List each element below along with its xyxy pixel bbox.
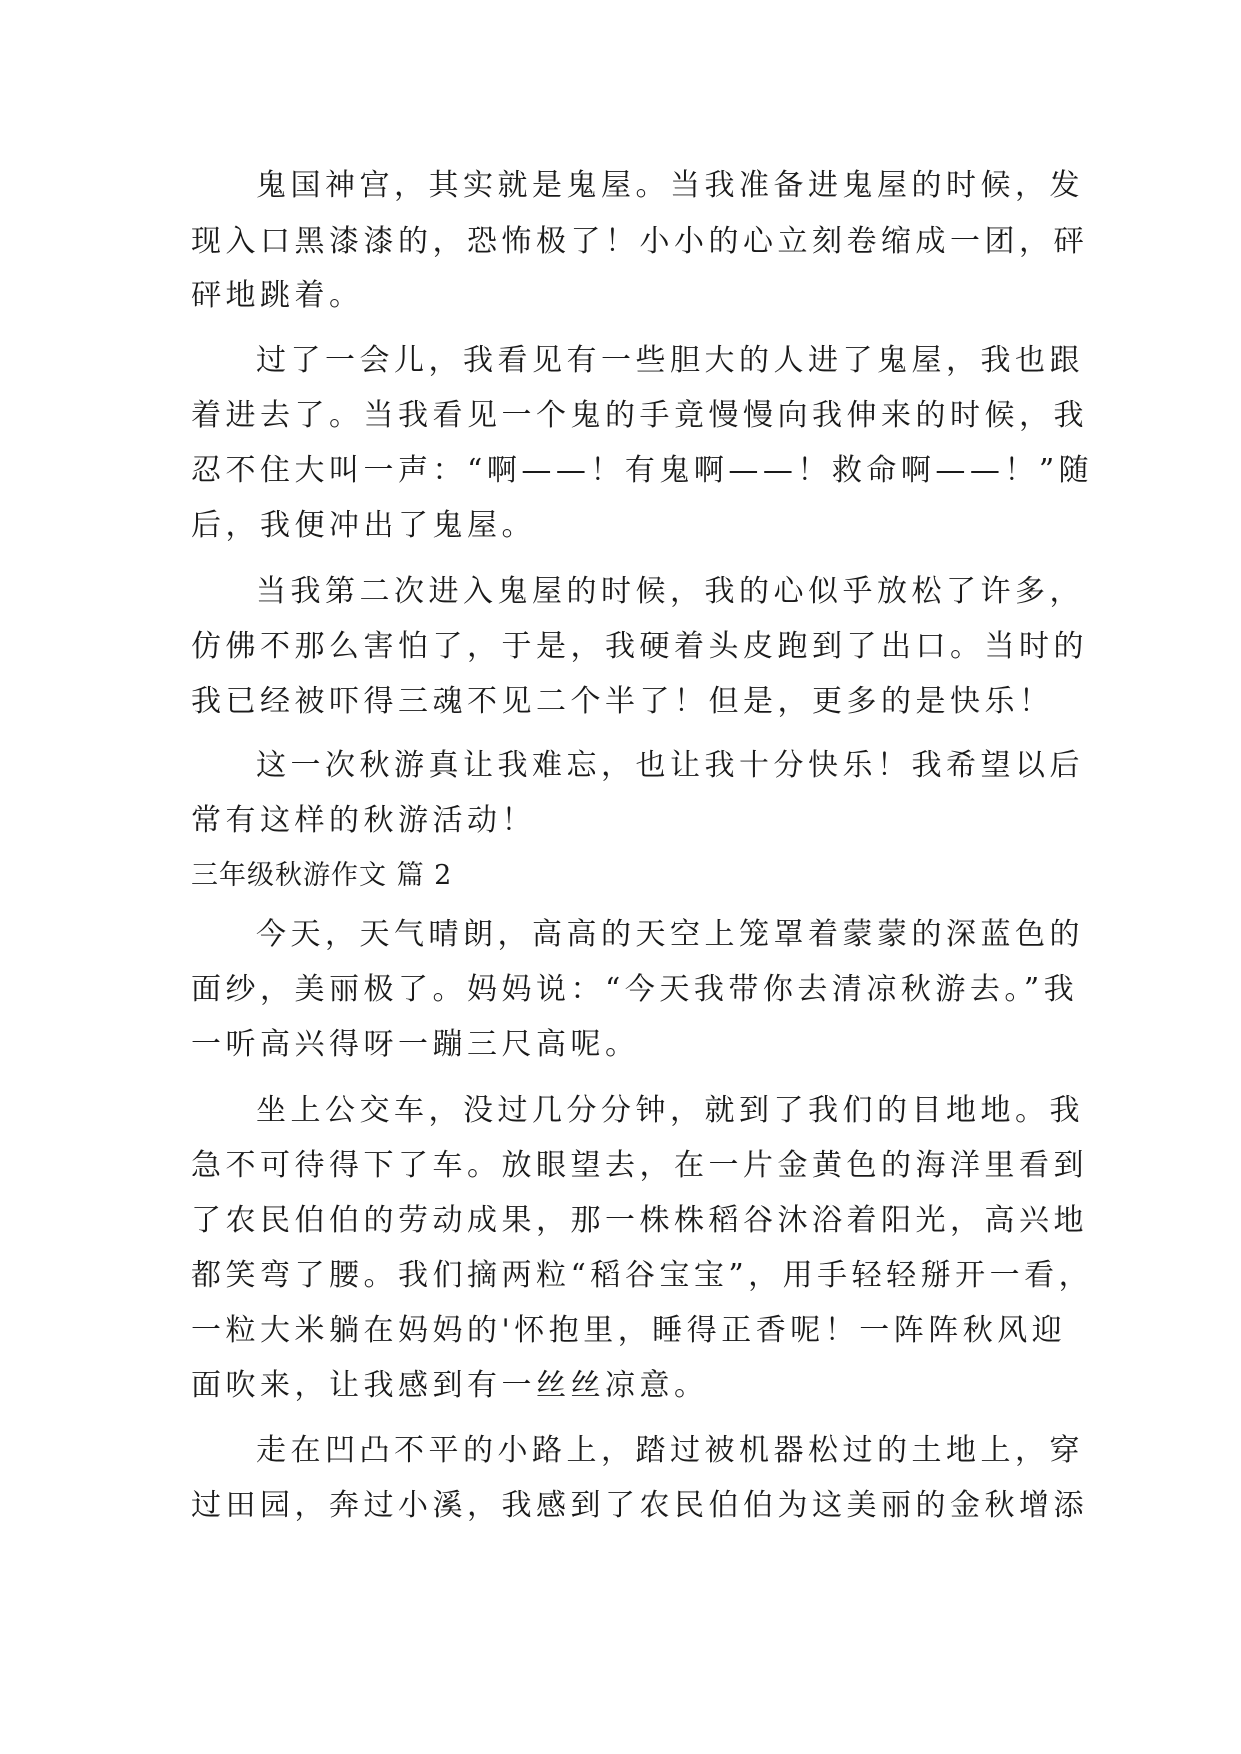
section-heading: 三年级秋游作文 篇 2 — [191, 860, 453, 891]
text-line: 都笑弯了腰。我们摘两粒“稻谷宝宝”，用手轻轻掰开一看， — [191, 1258, 1094, 1293]
text-line: 过田园，奔过小溪，我感到了农民伯伯为这美丽的金秋增添 — [191, 1488, 1088, 1523]
text-line: 常有这样的秋游活动！ — [191, 803, 536, 838]
text-line: 仿佛不那么害怕了，于是，我硬着头皮跑到了出口。当时的 — [191, 629, 1088, 664]
text-line: 面纱，美丽极了。妈妈说：“今天我带你去清凉秋游去。”我 — [191, 972, 1079, 1007]
text-line: 今天，天气晴朗，高高的天空上笼罩着蒙蒙的深蓝色的 — [256, 917, 1084, 952]
text-line: 现入口黑漆漆的，恐怖极了！小小的心立刻卷缩成一团，砰 — [191, 224, 1088, 259]
text-line: 走在凹凸不平的小路上，踏过被机器松过的土地上，穿 — [256, 1433, 1084, 1468]
text-line: 忍不住大叫一声：“啊——！有鬼啊——！救命啊——！”随 — [191, 453, 1094, 488]
text-line: 当我第二次进入鬼屋的时候，我的心似乎放松了许多， — [256, 574, 1084, 609]
text-line: 过了一会儿，我看见有一些胆大的人进了鬼屋，我也跟 — [256, 343, 1084, 378]
text-line: 一听高兴得呀一蹦三尺高呢。 — [191, 1027, 640, 1062]
text-line: 面吹来，让我感到有一丝丝凉意。 — [191, 1368, 709, 1403]
text-line: 坐上公交车，没过几分分钟，就到了我们的目地地。我 — [256, 1093, 1084, 1128]
text-line: 这一次秋游真让我难忘，也让我十分快乐！我希望以后 — [256, 748, 1084, 783]
text-line: 后，我便冲出了鬼屋。 — [191, 508, 536, 543]
text-line: 着进去了。当我看见一个鬼的手竟慢慢向我伸来的时候，我 — [191, 398, 1088, 433]
text-line: 鬼国神宫，其实就是鬼屋。当我准备进鬼屋的时候，发 — [256, 168, 1084, 203]
text-line: 砰地跳着。 — [191, 278, 364, 313]
text-line: 急不可待得下了车。放眼望去，在一片金黄色的海洋里看到 — [191, 1148, 1088, 1183]
text-line: 一粒大米躺在妈妈的'怀抱里，睡得正香呢！一阵阵秋风迎 — [191, 1313, 1067, 1348]
text-line: 我已经被吓得三魂不见二个半了！但是，更多的是快乐！ — [191, 684, 1054, 719]
text-line: 了农民伯伯的劳动成果，那一株株稻谷沐浴着阳光，高兴地 — [191, 1203, 1088, 1238]
